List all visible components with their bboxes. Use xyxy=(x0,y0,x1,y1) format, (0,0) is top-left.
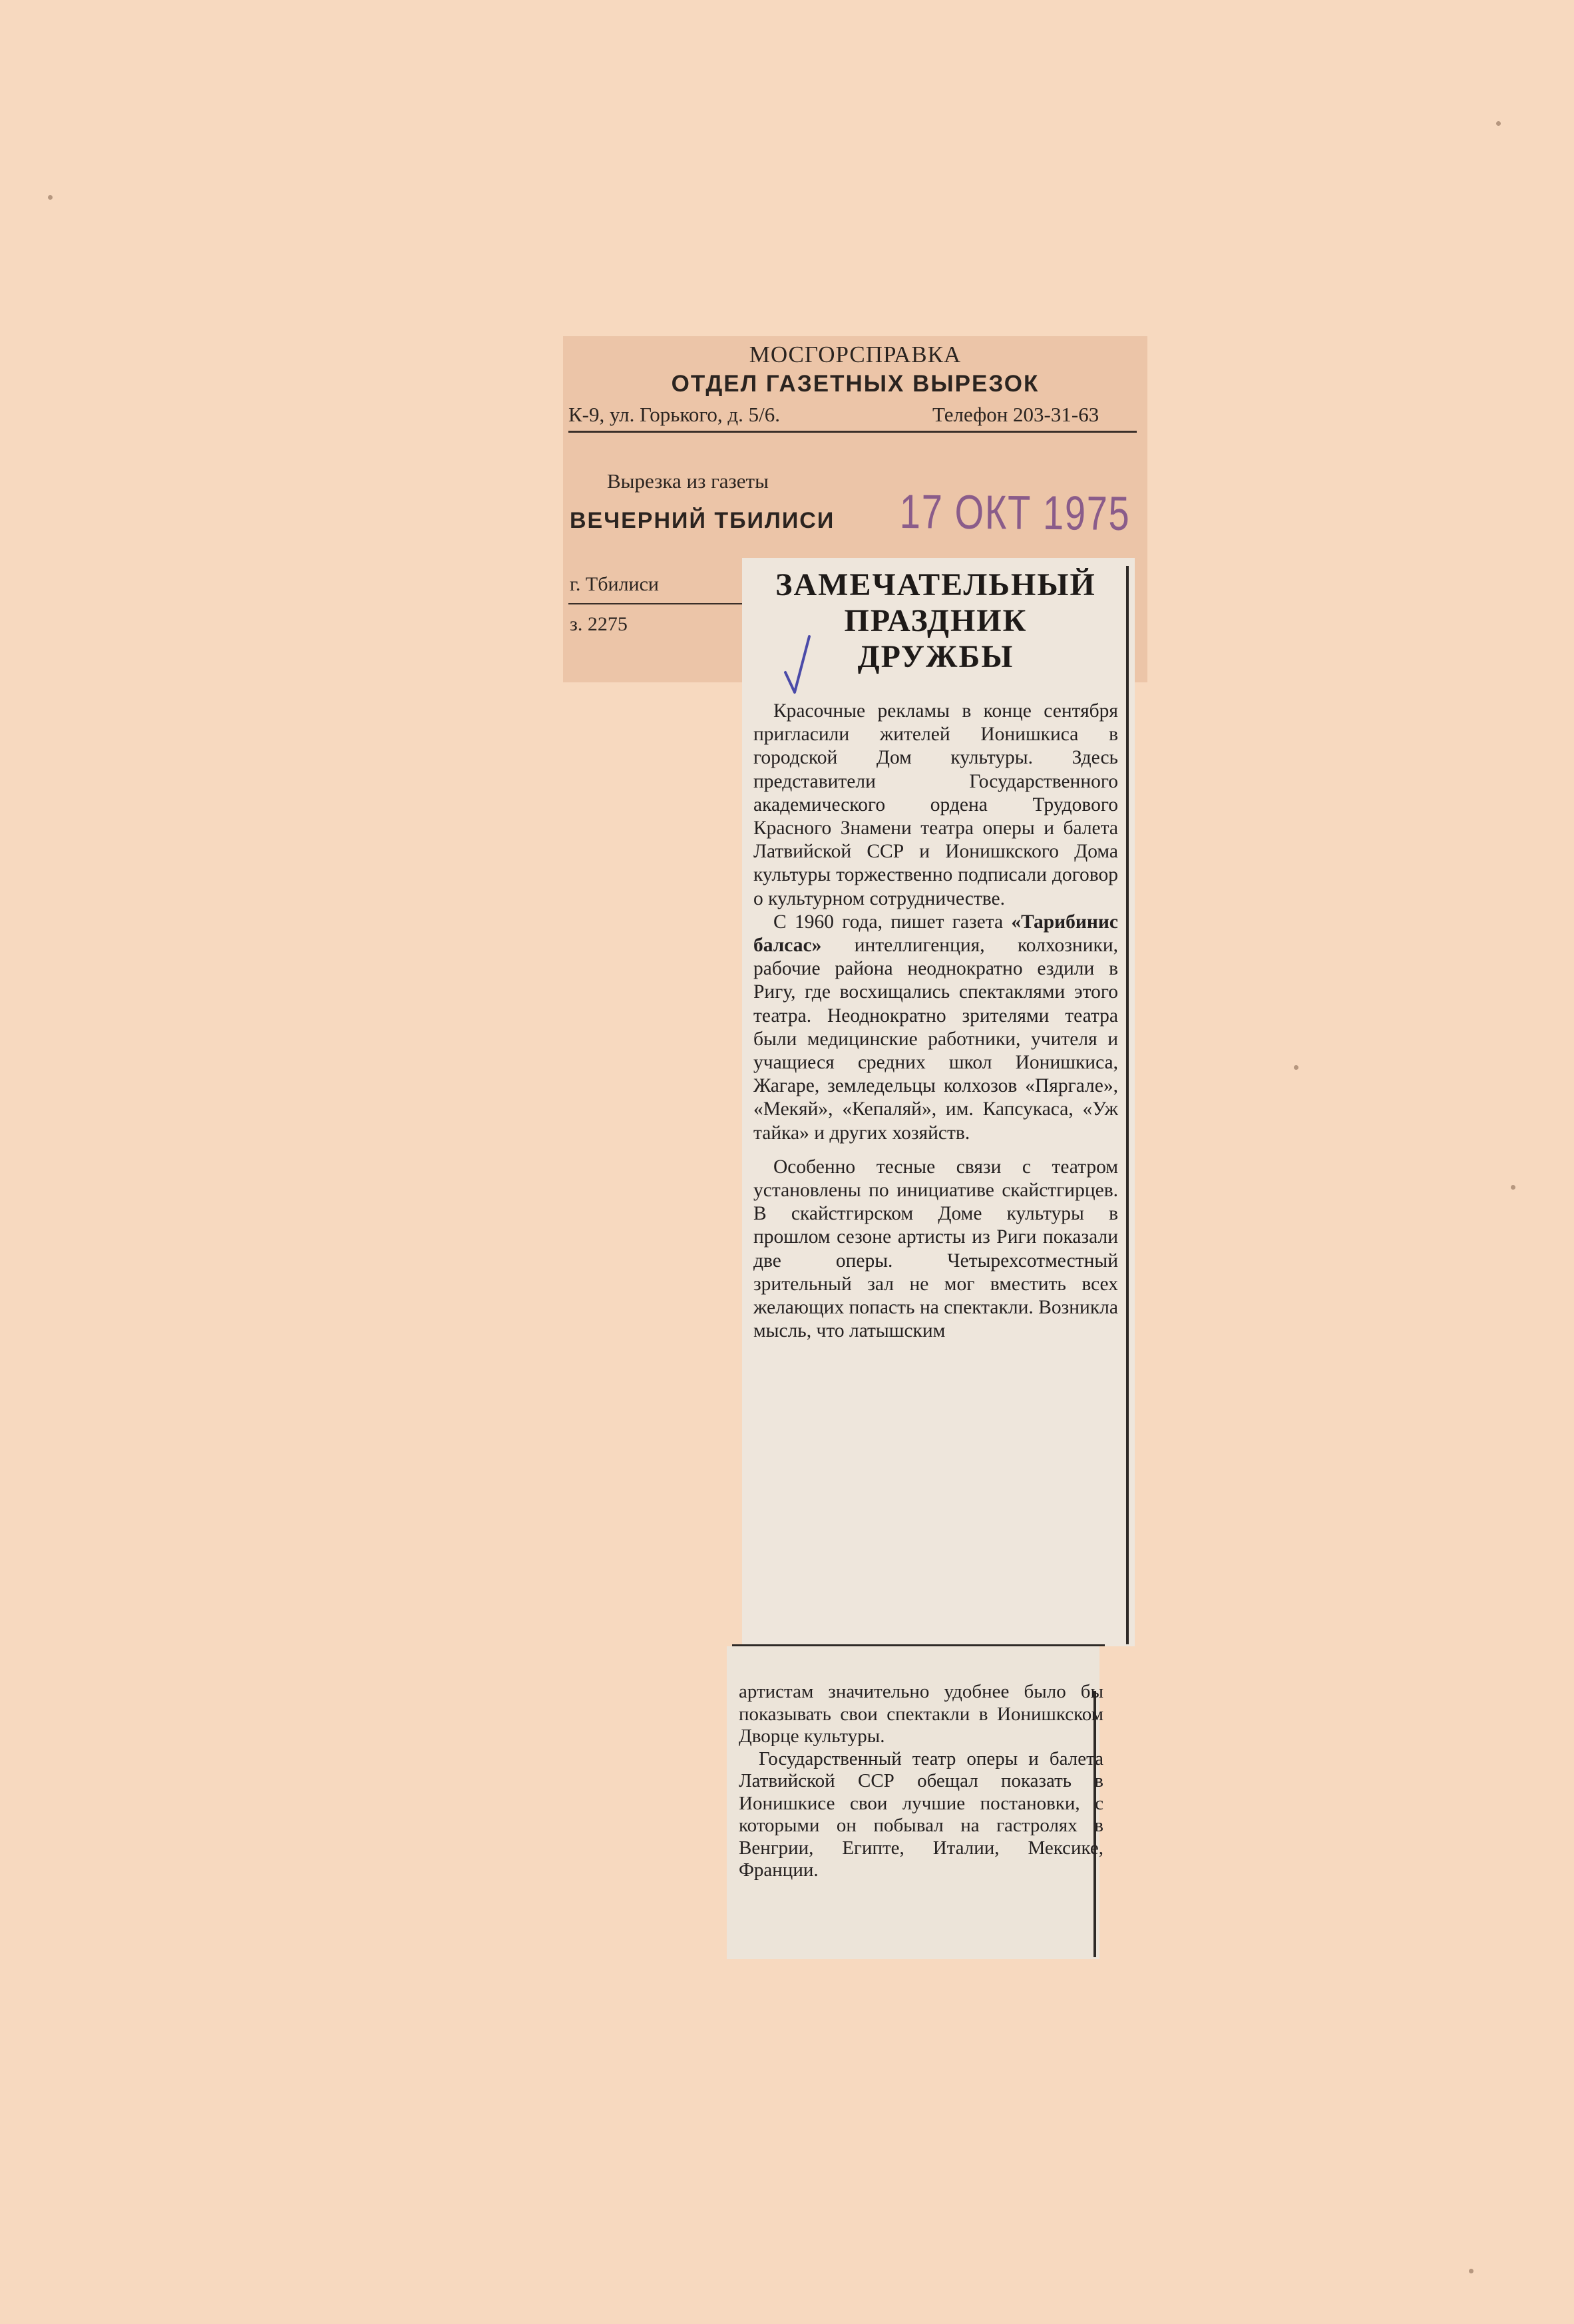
paragraph-2-start: С 1960 года, пишет газета xyxy=(773,911,1004,933)
paragraph-2-rest: интеллигенция, колхозники, рабочие района неоднократно ездили в Ригу, где восхищались спектаклями этого театра. Неоднократно зрителями театра были медицинские работники, учителя и учащиеся средних школ Ионишкиса, Жагаре, земледельцы колхозов «Пяргале», «Мекяй», «Кепаляй», им. Капсукаса, «Уж тайка» и других хозяйств. xyxy=(753,935,1118,1144)
newspaper-name: ВЕЧЕРНИЙ ТБИЛИСИ xyxy=(570,508,835,533)
checkmark-icon xyxy=(783,634,816,697)
newspaper-mention: «Тарибинис балсас» xyxy=(753,911,1118,957)
newspaper-city: г. Тбилиси xyxy=(570,573,659,595)
article-paragraph-4: Государственный театр оперы и балета Латвийской ССР обещал показать в Ионишкисе свои лучшие постановки, с которыми он побывал на гастролях в Венгрии, Египте, Италии, Мексике, Франции. xyxy=(739,1747,1103,1881)
headline-line-1: ЗАМЕЧАТЕЛЬНЫЙ xyxy=(775,567,1096,602)
paper-speck xyxy=(1469,2269,1474,2273)
agency-name: МОСГОРСПРАВКА xyxy=(749,342,962,367)
agency-phone: Телефон 203-31-63 xyxy=(932,403,1099,426)
headline-line-3: ДРУЖБЫ xyxy=(857,639,1014,674)
article-column-upper xyxy=(753,700,1118,1343)
headline-line-2: ПРАЗДНИК xyxy=(844,603,1028,638)
article-paragraph-3: Особенно тесные связи с театром установлены по инициативе скайстгирцев. В скайстгирском Доме культуры в прошлом сезоне артисты из Риги показали две оперы. Четырехсотместный зрительный зал не мог вместить всех желающих попасть на спектакли. Возникла мысль, что латышским xyxy=(753,1156,1118,1342)
article-paragraph-2 xyxy=(753,911,1118,1145)
department-name: ОТДЕЛ ГАЗЕТНЫХ ВЫРЕЗОК xyxy=(671,371,1040,397)
paper-speck xyxy=(1511,1185,1515,1190)
order-number: з. 2275 xyxy=(570,613,628,635)
article-paragraph-1: Красочные рекламы в конце сентября пригласили жителей Ионишкиса в городской Дом культуры. Здесь представители Государственного академического ордена Трудового Красного Знамени театра оперы и балета Латвийской ССР и Ионишкского Дома культуры торжественно подписали договор о культурном сотрудничестве. xyxy=(753,700,1118,909)
clipping-label: Вырезка из газеты xyxy=(607,469,769,493)
article-column-lower xyxy=(739,1681,1103,1882)
header-divider xyxy=(568,431,1137,433)
agency-address: К-9, ул. Горького, д. 5/6. xyxy=(568,403,781,426)
article-paragraph-3-continued: артистам значительно удобнее было бы показывать свои спектакли в Ионишкском Дворце культуры. xyxy=(739,1681,1103,1747)
paper-speck xyxy=(1496,121,1501,126)
paper-speck xyxy=(1294,1065,1298,1070)
column-rule xyxy=(1126,566,1129,1644)
paper-speck xyxy=(48,195,53,200)
date-stamp: 17 ОКТ 1975 xyxy=(899,485,1131,541)
